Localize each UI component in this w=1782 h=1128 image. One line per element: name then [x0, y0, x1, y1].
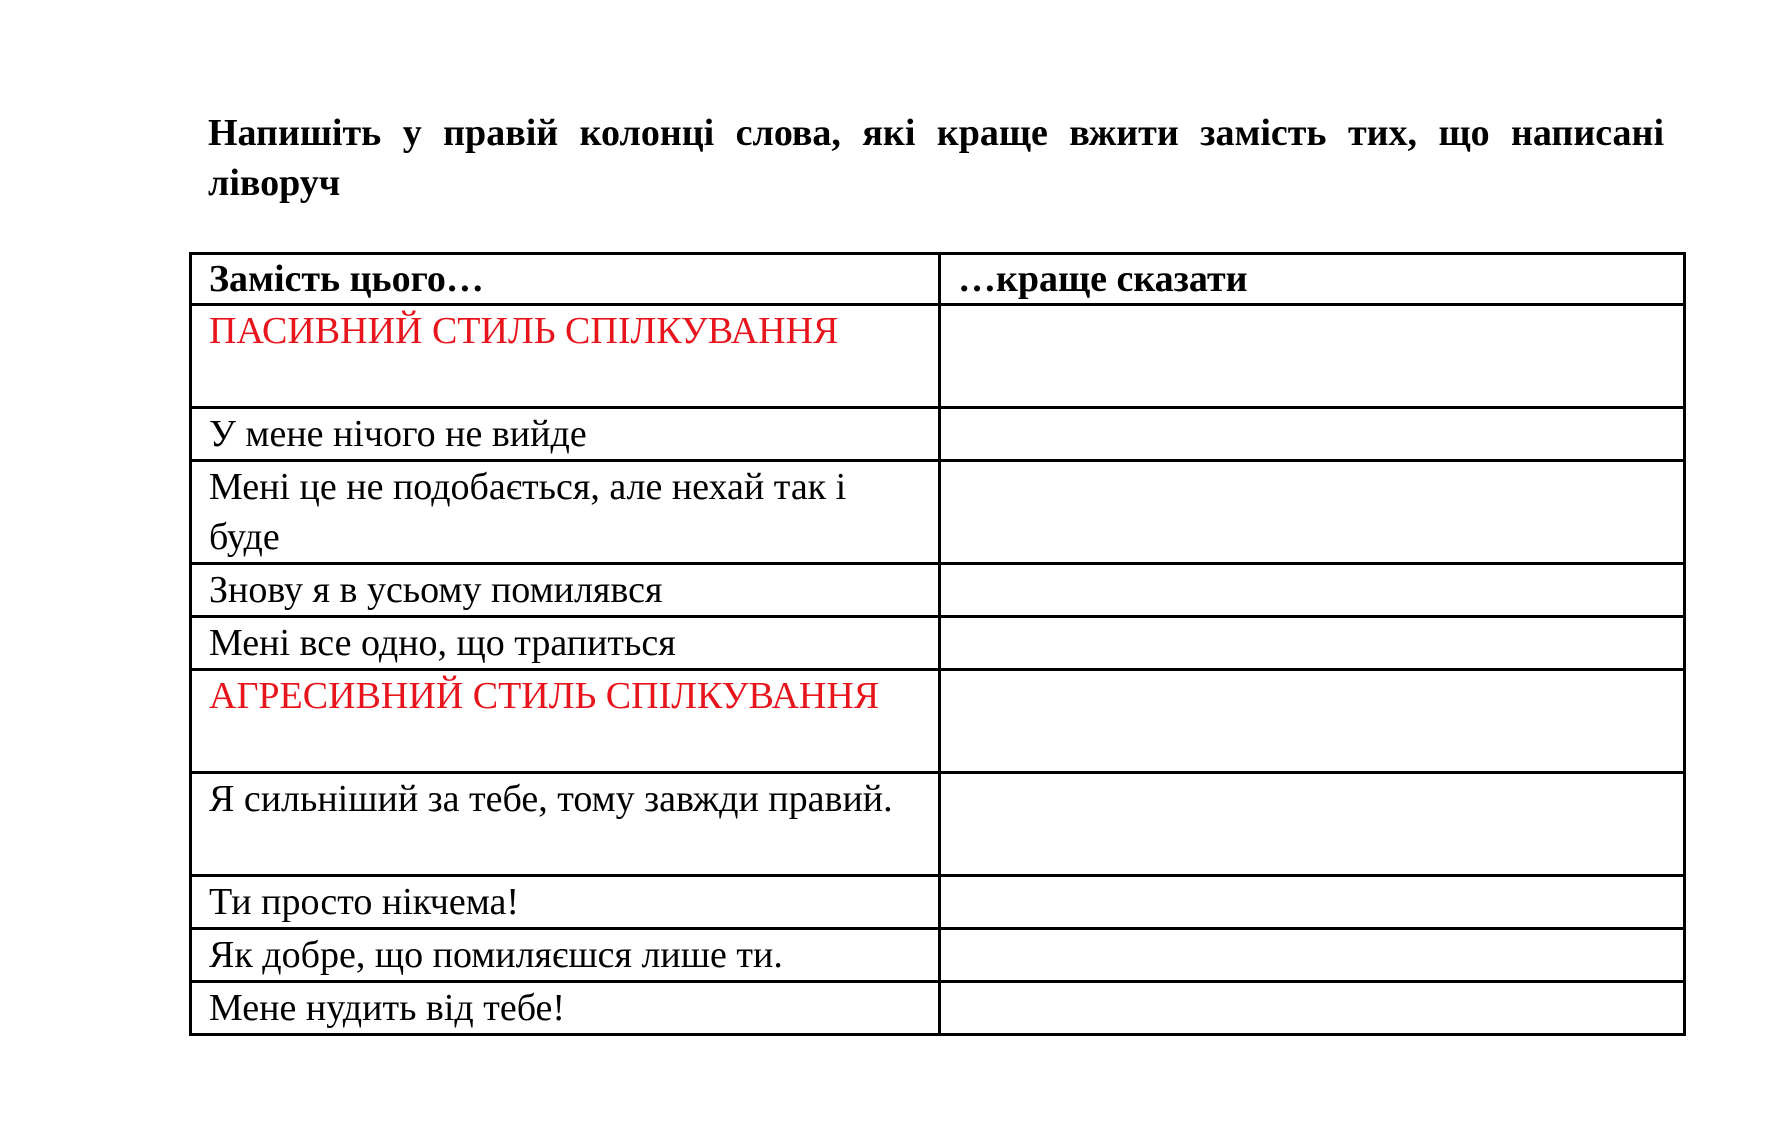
column-header-better: …краще сказати [940, 254, 1685, 305]
table-row [191, 617, 1685, 670]
exercise-table [189, 252, 1686, 1036]
instruction-text: Напишіть у правій колонці слова, які краще вжити замість тих, що написані ліворуч [208, 112, 1664, 204]
section-heading-passive: ПАСИВНИЙ СТИЛЬ СПІЛКУВАННЯ [191, 305, 940, 408]
answer-cell[interactable] [940, 461, 1685, 564]
answer-cell[interactable] [940, 408, 1685, 461]
phrase-cell: Ти просто нікчема! [191, 876, 940, 929]
table-row [191, 670, 1685, 773]
phrase-cell: Мене нудить від тебе! [191, 982, 940, 1035]
table-row [191, 408, 1685, 461]
table-row [191, 773, 1685, 876]
phrase-cell: У мене нічого не вийде [191, 408, 940, 461]
phrase-cell: Знову я в усьому помилявся [191, 564, 940, 617]
table-row [191, 929, 1685, 982]
answer-cell[interactable] [940, 876, 1685, 929]
phrase-cell: Я сильніший за тебе, тому завжди правий. [191, 773, 940, 876]
phrase-cell: Мені все одно, що трапиться [191, 617, 940, 670]
phrase-cell: Мені це не подобається, але нехай так і буде [191, 461, 940, 564]
answer-cell[interactable] [940, 670, 1685, 773]
answer-cell[interactable] [940, 305, 1685, 408]
column-header-instead: Замість цього… [191, 254, 940, 305]
table-row [191, 305, 1685, 408]
answer-cell[interactable] [940, 617, 1685, 670]
phrase-cell: Як добре, що помиляєшся лише ти. [191, 929, 940, 982]
table-header-row [191, 254, 1685, 305]
section-heading-aggressive: АГРЕСИВНИЙ СТИЛЬ СПІЛКУВАННЯ [191, 670, 940, 773]
table-row [191, 982, 1685, 1035]
table-row [191, 461, 1685, 564]
table-row [191, 564, 1685, 617]
answer-cell[interactable] [940, 564, 1685, 617]
answer-cell[interactable] [940, 982, 1685, 1035]
answer-cell[interactable] [940, 929, 1685, 982]
table-row [191, 876, 1685, 929]
answer-cell[interactable] [940, 773, 1685, 876]
